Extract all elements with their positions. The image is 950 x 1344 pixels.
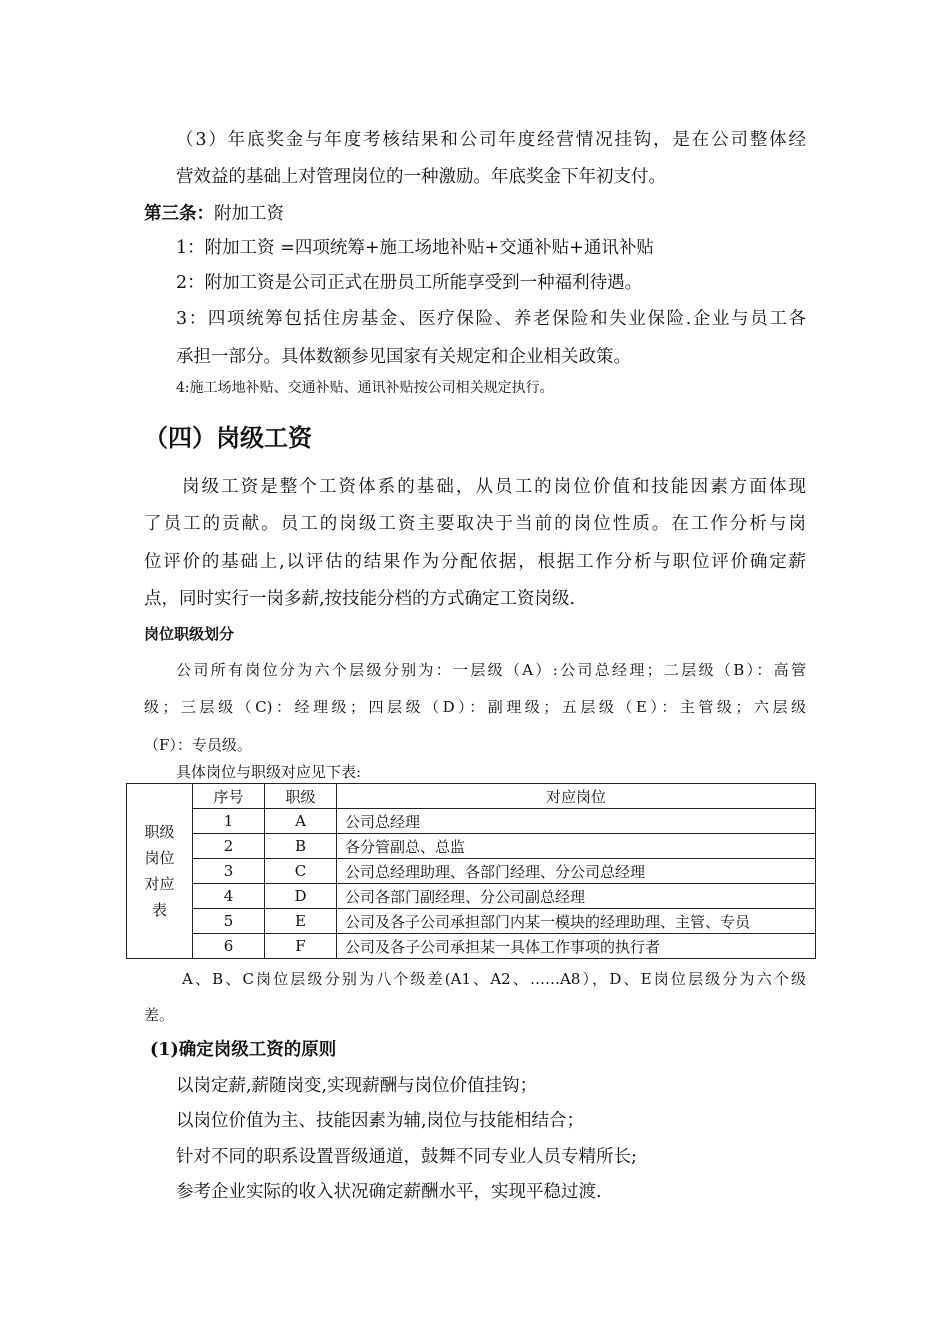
principle-item: 以岗定薪,薪随岗变,实现薪酬与岗位价值挂钩；	[176, 1076, 538, 1096]
paragraph-line: A、B、C岗位层级分别为八个级差(A1、A2、……A8），D、E岗位层级分为六个级	[182, 970, 806, 988]
table-row: 5 E 公司及各子公司承担部门内某一模块的经理助理、主管、专员	[127, 909, 816, 934]
grade-position-table	[126, 783, 816, 959]
header-cell: 职级	[265, 784, 337, 809]
article-label: 第三条：	[144, 204, 214, 224]
paragraph-line: 了员工的贡献。员工的岗级工资主要取决于当前的岗位性质。在工作分析与岗	[144, 514, 806, 534]
table-row: 1 A 公司总经理	[127, 809, 816, 834]
table-header-row	[127, 784, 816, 809]
paragraph-line: （F）：专员级。	[144, 736, 252, 754]
principle-item: 针对不同的职系设置晋级通道，鼓舞不同专业人员专精所长;	[176, 1147, 637, 1167]
table-row: 6 F 公司及各子公司承担某一具体工作事项的执行者	[127, 934, 816, 959]
paragraph-line: 差。	[144, 1006, 175, 1024]
subsection-heading: 岗位职级划分	[144, 625, 235, 643]
principle-item: 参考企业实际的收入状况确定薪酬水平，实现平稳过渡.	[176, 1182, 602, 1202]
list-item: 3：四项统筹包括住房基金、医疗保险、养老保险和失业保险.企业与员工各	[176, 309, 806, 329]
principle-heading: (1)确定岗级工资的原则	[150, 1040, 337, 1060]
paragraph-line: （3）年底奖金与年度考核结果和公司年度经营情况挂钩，是在公司整体经	[176, 130, 806, 150]
paragraph-line: 岗级工资是整个工资体系的基础，从员工的岗位价值和技能因素方面体现	[182, 477, 806, 497]
list-item: 4:施工场地补贴、交通补贴、通讯补贴按公司相关规定执行。	[176, 380, 554, 396]
table-row: 4 D 公司各部门副经理、分公司副总经理	[127, 884, 816, 909]
principle-item: 以岗位价值为主、技能因素为辅,岗位与技能相结合；	[176, 1111, 585, 1131]
table-row: 2 B 各分管副总、总监	[127, 834, 816, 859]
paragraph-line: 公司所有岗位分为六个层级分别为：一层级（A）:公司总经理；二层级（B）：高管	[176, 661, 806, 679]
article-heading	[144, 200, 284, 225]
table-side-label: 职级 岗位 对应 表	[127, 784, 193, 959]
paragraph-line: 级；三层级（C)：经理级；四层级（D）：副理级；五层级（E）：主管级；六层级	[144, 698, 806, 716]
article-title: 附加工资	[214, 204, 284, 224]
paragraph-line: 点，同时实行一岗多薪,按技能分档的方式确定工资岗级.	[144, 589, 576, 609]
list-item: 2：附加工资是公司正式在册员工所能享受到一种福利待遇。	[176, 273, 643, 293]
table-row: 3 C 公司总经理助理、各部门经理、分公司总经理	[127, 859, 816, 884]
table-caption: 具体岗位与职级对应见下表:	[176, 763, 362, 781]
paragraph-line: 营效益的基础上对管理岗位的一种激励。年底奖金下年初支付。	[176, 167, 666, 187]
list-item: 1：附加工资 =四项统筹+施工场地补贴+交通补贴+通讯补贴	[176, 238, 654, 258]
list-item-continuation: 承担一部分。具体数额参见国家有关规定和企业相关政策。	[176, 347, 631, 367]
header-cell: 序号	[193, 784, 265, 809]
paragraph-line: 位评价的基础上,以评估的结果作为分配依据，根据工作分析与职位评价确定薪	[144, 552, 806, 572]
section-heading: （四）岗级工资	[144, 423, 312, 452]
header-cell: 对应岗位	[337, 784, 816, 809]
